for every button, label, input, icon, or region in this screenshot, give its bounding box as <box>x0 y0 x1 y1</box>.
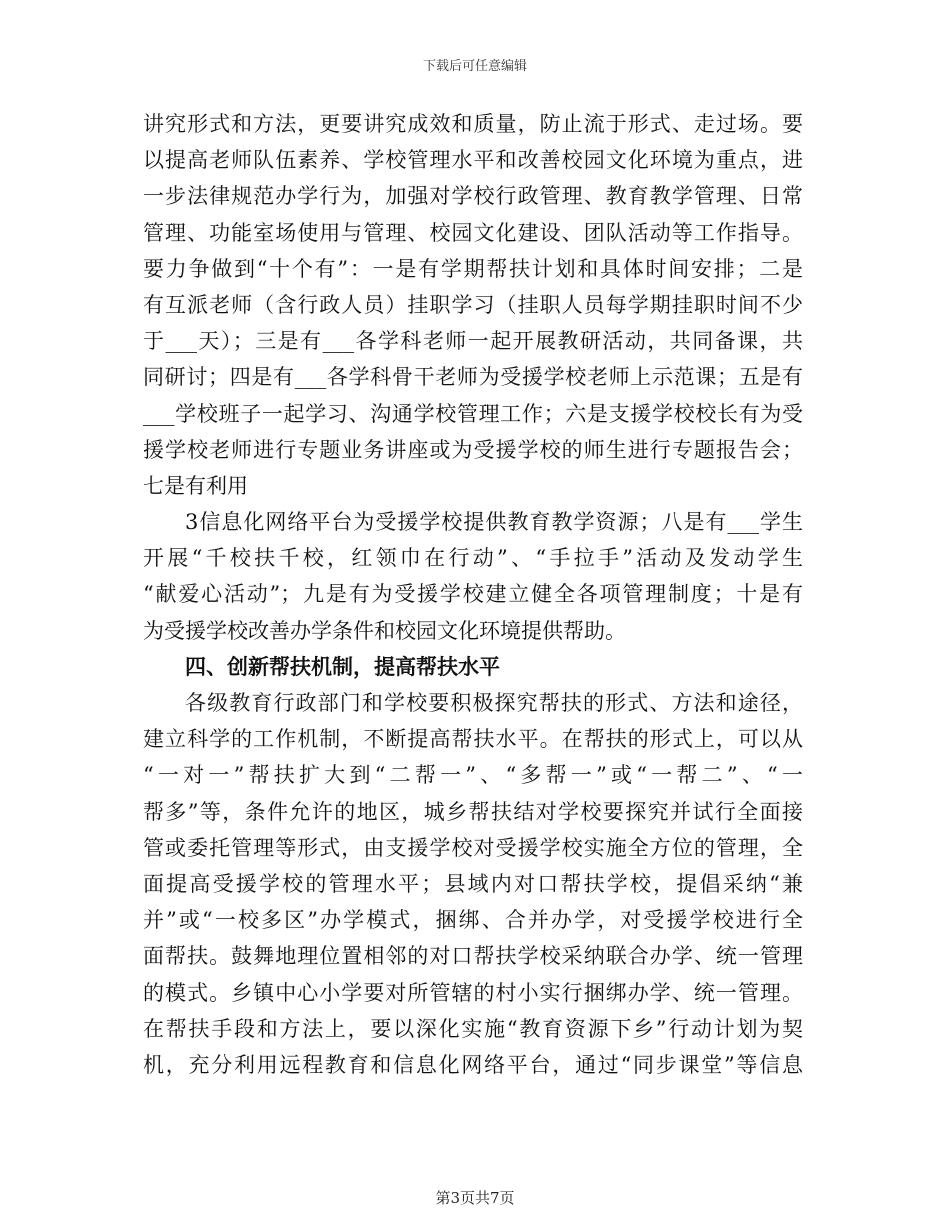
text-line: 同研讨；四是有___各学科骨干老师为受援学校老师上示范课；五是有 <box>143 365 803 390</box>
paragraph-1 <box>143 106 803 504</box>
section-heading: 四、创新帮扶机制，提高帮扶水平 <box>185 653 500 679</box>
text-line: 并”或“一校多区”办学模式，捆绑、合并办学，对受援学校进行全 <box>143 908 803 933</box>
text-line: 为受援学校改善办学条件和校园文化环境提供帮助。 <box>143 618 626 643</box>
text-line: 机，充分利用远程教育和信息化网络平台，通过“同步课堂”等信息 <box>143 1052 803 1077</box>
text-line: 的模式。乡镇中心小学要对所管辖的村小实行捆绑办学、统一管理。 <box>143 980 803 1005</box>
text-line: 开展“千校扶千校，红领巾在行动”、“手拉手”活动及发动学生 <box>143 546 803 571</box>
text-line: 各级教育行政部门和学校要积极探究帮扶的形式、方法和途径， <box>185 691 803 715</box>
text-line: 面帮扶。鼓舞地理位置相邻的对口帮扶学校采纳联合办学、统一管理 <box>143 944 803 969</box>
text-line: 面提高受援学校的管理水平；县域内对口帮扶学校，提倡采纳“兼 <box>143 871 803 896</box>
text-line: 于___天）；三是有___各学科老师一起开展教研活动，共同备课，共 <box>143 329 803 354</box>
text-line: 3信息化网络平台为受援学校提供教育教学资源；八是有___学生 <box>185 510 803 535</box>
text-line: 管或委托管理等形式，由支援学校对受援学校实施全方位的管理，全 <box>143 835 803 860</box>
document-body <box>143 106 803 1083</box>
text-line: 讲究形式和方法，更要讲究成效和质量，防止流于形式、走过场。要 <box>143 112 803 136</box>
paragraph-3 <box>143 685 803 1083</box>
text-line: 管理、功能室场使用与管理、校园文化建设、团队活动等工作指导。 <box>143 220 803 245</box>
text-line: 以提高老师队伍素养、学校管理水平和改善校园文化环境为重点，进 <box>143 148 803 173</box>
text-line: 一步法律规范办学行为，加强对学校行政管理、教育教学管理、日常 <box>143 184 803 209</box>
paragraph-2 <box>143 504 803 649</box>
text-line: “一对一”帮扶扩大到“二帮一”、“多帮一”或“一帮二”、“一 <box>143 763 803 788</box>
page-header: 下载后可任意编辑 <box>422 59 527 74</box>
text-line: 有互派老师（含行政人员）挂职学习（挂职人员每学期挂职时间不少 <box>143 292 803 317</box>
text-line: ___学校班子一起学习、沟通学校管理工作；六是支援学校校长有为受 <box>143 401 803 426</box>
text-line: 要力争做到“十个有”：一是有学期帮扶计划和具体时间安排；二是 <box>143 256 803 281</box>
text-line: 在帮扶手段和方法上，要以深化实施“教育资源下乡”行动计划为契 <box>143 1016 803 1041</box>
text-line: 帮多”等，条件允许的地区，城乡帮扶结对学校要探究并试行全面接 <box>143 799 803 824</box>
page-footer: 第3页共7页 <box>435 1189 515 1207</box>
text-line: 援学校老师进行专题业务讲座或为受援学校的师生进行专题报告会； <box>143 437 803 462</box>
text-line: 建立科学的工作机制，不断提高帮扶水平。在帮扶的形式上，可以从 <box>143 727 803 752</box>
text-line: 七是有利用 <box>143 473 248 498</box>
text-line: “献爱心活动”；九是有为受援学校建立健全各项管理制度；十是有 <box>143 582 803 607</box>
